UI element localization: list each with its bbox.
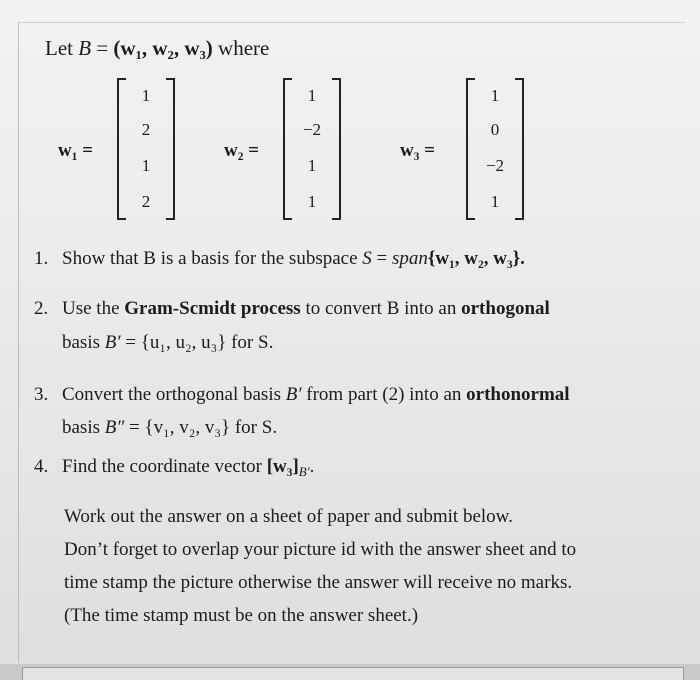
item-bold: orthogonal [461,298,550,319]
item-text: = [371,248,392,269]
heading-let: Let [45,36,73,60]
item-math: span [391,248,428,269]
item-text: . [309,456,315,477]
item-set: {w₁, w₂, w₃}. [427,248,525,269]
item-text: = {u₁, u₂, u₃} for S. [120,332,274,353]
heading-where: where [218,36,270,60]
answer-submission-box[interactable] [22,667,684,680]
item-text: = {v₁, v₂, v₃} for S. [124,417,278,438]
instruction-line: Don’t forget to overlap your picture id with the answer sheet and to [64,539,577,560]
item-text: to convert B into an [300,298,462,319]
item-text: basis [62,332,105,353]
vector-w1-matrix [117,78,175,220]
vector-w1-entry: 2 [141,120,151,139]
vector-w3-label-text: w₃ = [400,140,435,161]
item-text: basis [62,417,105,438]
item-text: Find the coordinate vector [62,456,267,477]
vector-w1-label [58,140,93,162]
vector-w2-label [224,140,259,162]
item-text: Convert the orthogonal basis [62,384,286,405]
problem-heading [45,36,269,61]
heading-basis-symbol: B [78,36,92,60]
vector-w1-entry: 1 [141,156,151,175]
vector-w1-entry: 2 [141,192,151,211]
heading-equals: = [96,36,109,60]
vector-w3-label [400,140,435,162]
item-math: B′ [104,332,121,353]
vector-w2-entry: −2 [302,120,322,139]
question-item-4 [34,456,314,480]
item-text: from part (2) into an [301,384,467,405]
vector-w2-entry: 1 [307,192,317,211]
item-number: 2. [34,298,49,319]
question-item-3 [34,384,570,406]
instruction-line: time stamp the picture otherwise the answer will receive no marks. [64,572,573,593]
heading-tuple: (w₁, w₂, w₃) [113,36,213,60]
vector-w1-entry: 1 [141,86,151,105]
vector-w3-entry: 1 [490,86,500,105]
item-bold: Gram-Scmidt process [124,298,301,319]
item-math: B″ [104,417,125,438]
item-bold: orthonormal [466,384,570,405]
vector-w2-label-text: w₂ = [224,140,259,161]
question-item-2-line-2 [62,332,273,354]
vector-w1-label-text: w₁ = [58,140,93,161]
item-math: S [362,248,372,269]
item-text: Use the [62,298,125,319]
question-item-3-line-2 [62,417,277,439]
item-number: 4. [34,456,49,477]
vector-w2-entry: 1 [307,86,317,105]
vector-w2-matrix [283,78,341,220]
item-number: 3. [34,384,49,405]
item-math: B′ [285,384,302,405]
question-item-2 [34,298,550,320]
item-text: Show that B is a basis for the subspace [62,248,363,269]
vector-w3-matrix [466,78,524,220]
vector-w2-entry: 1 [307,156,317,175]
instruction-line: Work out the answer on a sheet of paper and submit below. [64,506,513,527]
vector-w3-entry: 1 [490,192,500,211]
question-item-1 [34,248,525,270]
vector-w3-entry: −2 [485,156,505,175]
vector-w3-entry: 0 [490,120,500,139]
item-number: 1. [34,248,49,269]
item-subscript: B′ [298,464,310,479]
instruction-line: (The time stamp must be on the answer sheet.) [64,605,419,626]
item-coordinate-vector: [w₃] [266,456,299,477]
